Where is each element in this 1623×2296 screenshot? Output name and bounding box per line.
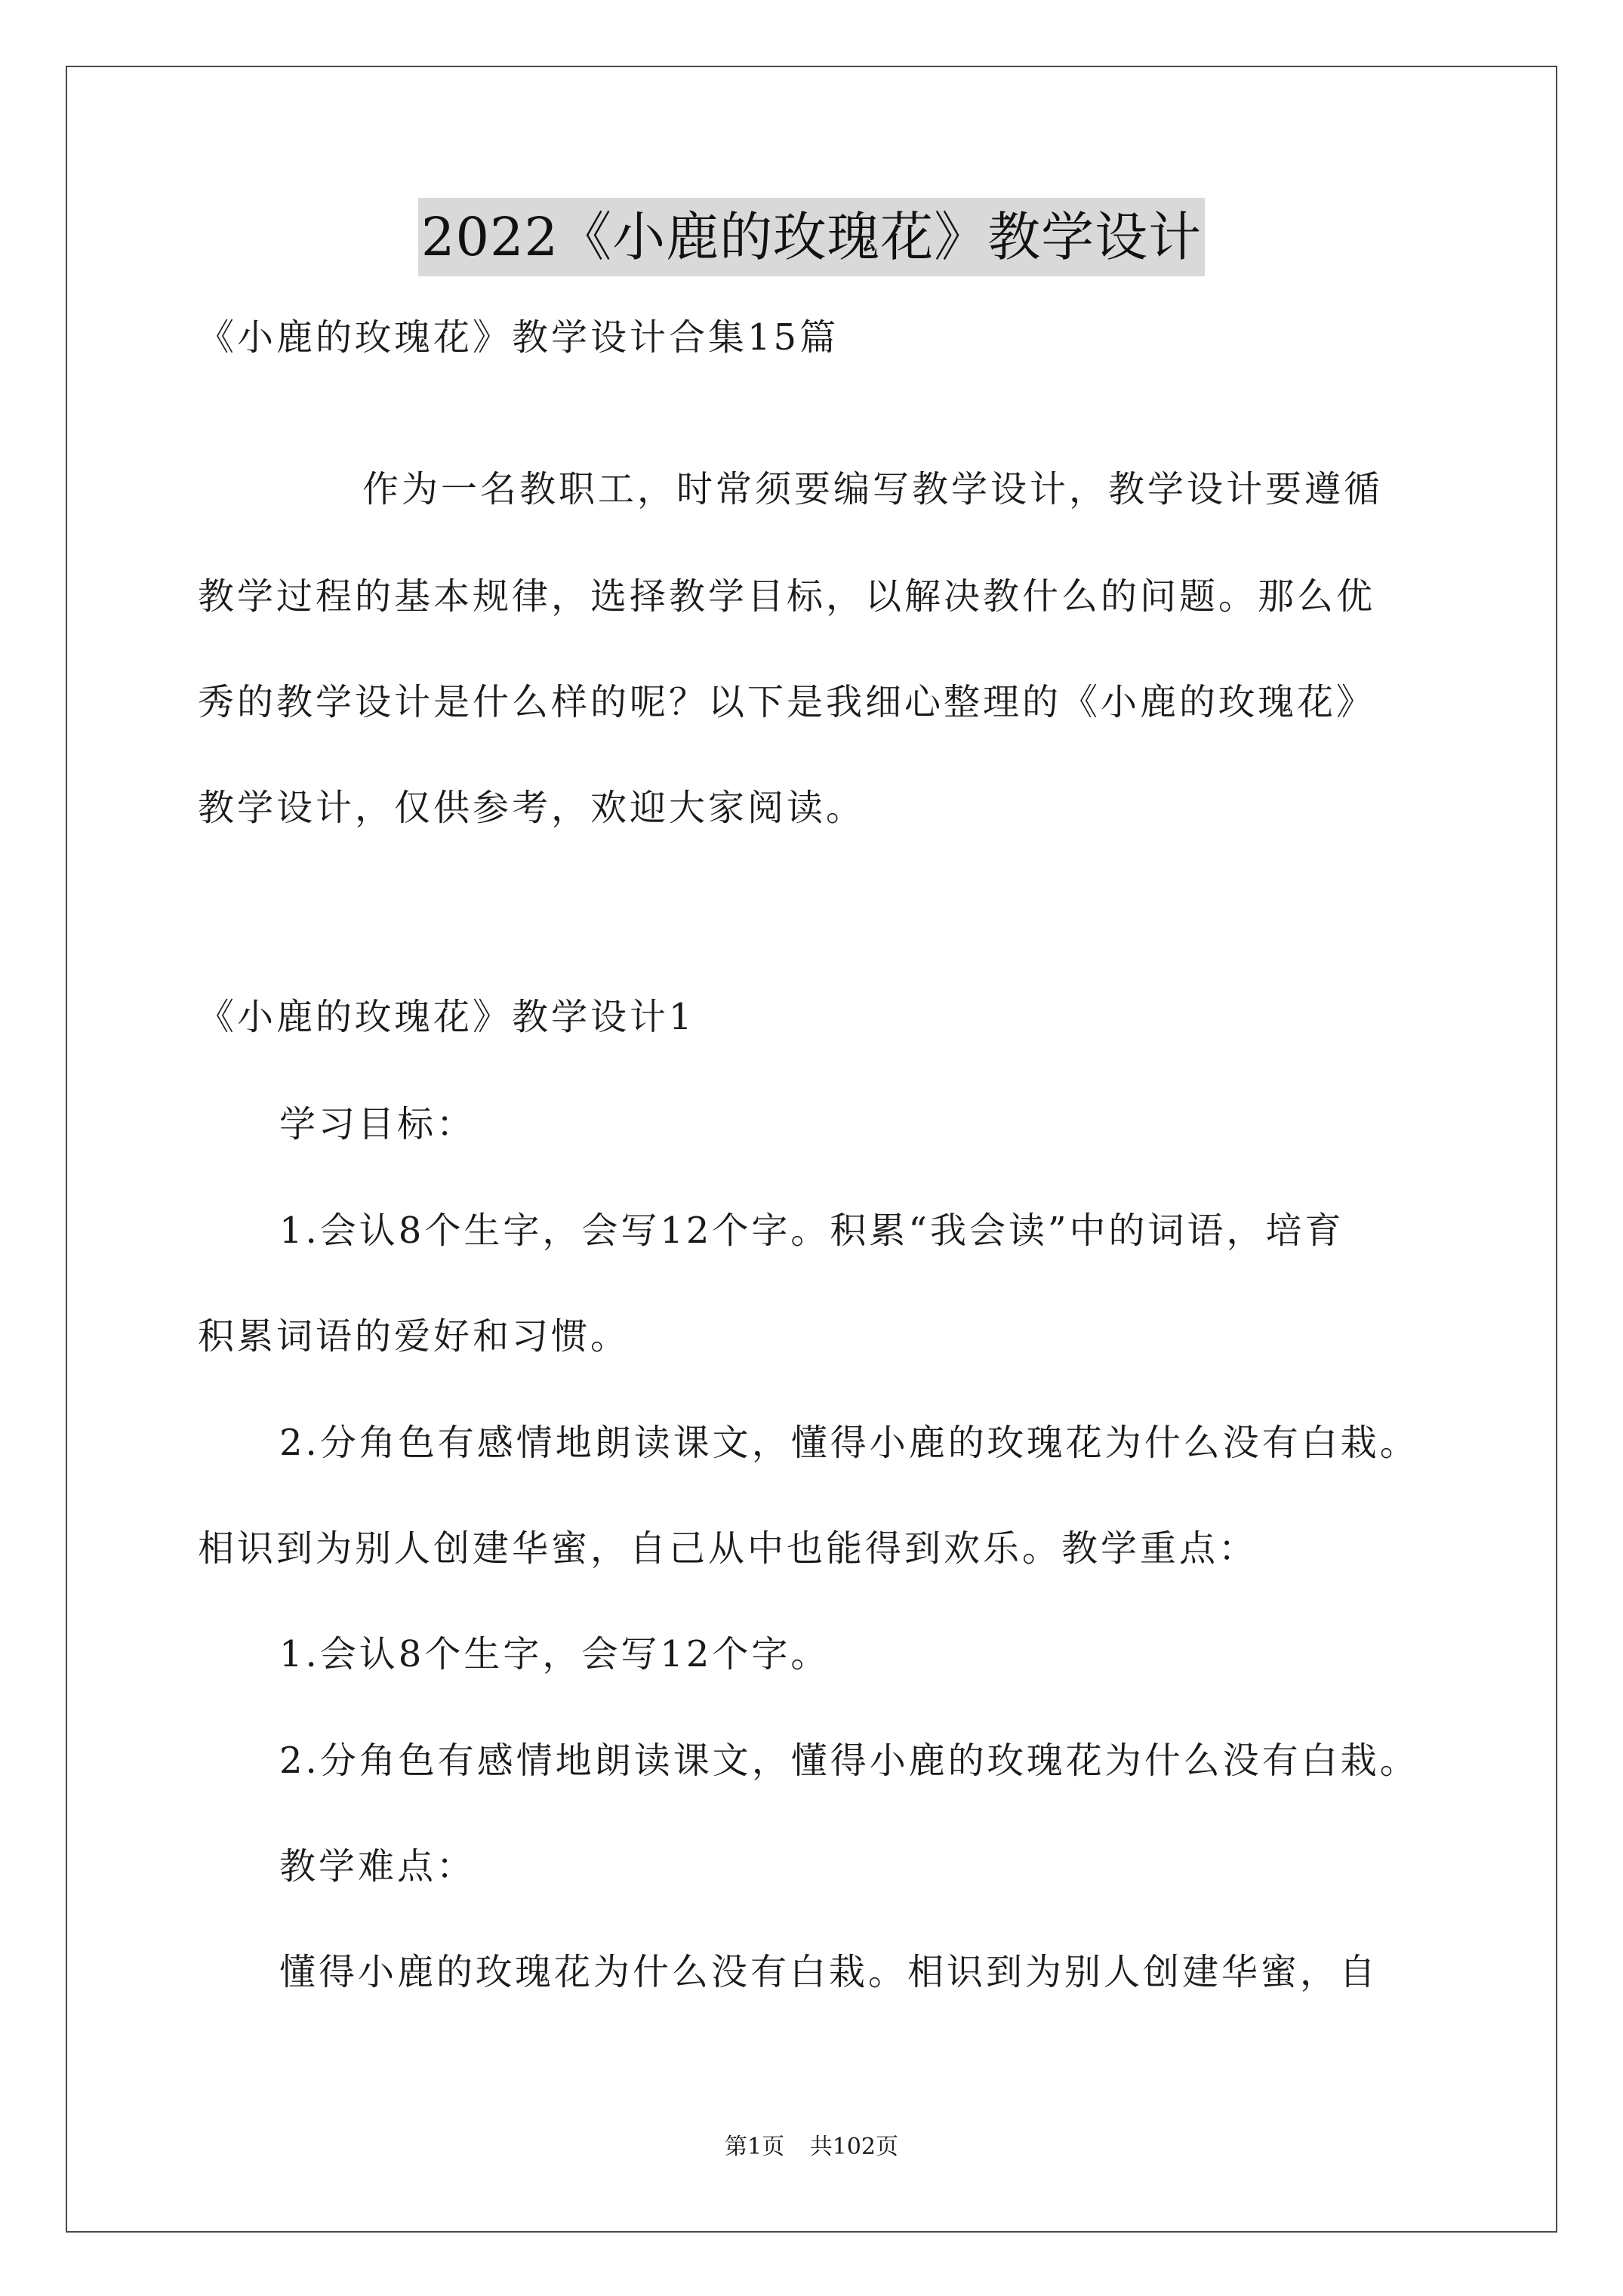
goal-2-line-2: 相识到为别人创建华蜜，自己从中也能得到欢乐。教学重点： — [198, 1527, 1258, 1570]
goal-2-line-1: 2.分角色有感情地朗读课文，懂得小鹿的玫瑰花为什么没有白栽。 — [279, 1422, 1419, 1464]
page-footer — [0, 2132, 1623, 2162]
difficulty-line-1: 懂得小鹿的玫瑰花为什么没有白栽。相识到为别人创建华蜜，自 — [279, 1951, 1379, 1993]
learning-goals-label: 学习目标： — [279, 1103, 476, 1145]
goal-1-line-1: 1.会认8个生字，会写12个字。积累“我会读”中的词语，培育 — [279, 1210, 1344, 1252]
intro-line-1: 作为一名教职工，时常须要编写教学设计，教学设计要遵循 — [362, 468, 1384, 510]
intro-line-3: 秀的教学设计是什么样的呢？以下是我细心整理的《小鹿的玫瑰花》 — [198, 681, 1376, 723]
key-point-2: 2.分角色有感情地朗读课文，懂得小鹿的玫瑰花为什么没有白栽。 — [279, 1740, 1419, 1782]
page-border — [66, 66, 1557, 2233]
total-pages: 共102页 — [809, 2134, 898, 2160]
title-container — [0, 198, 1623, 276]
document-title: 2022《小鹿的玫瑰花》教学设计 — [418, 198, 1205, 276]
goal-1-line-2: 积累词语的爱好和习惯。 — [198, 1315, 630, 1358]
intro-line-2: 教学过程的基本规律，选择教学目标，以解决教什么的问题。那么优 — [198, 575, 1376, 618]
key-point-1: 1.会认8个生字，会写12个字。 — [279, 1633, 830, 1675]
intro-line-4: 教学设计，仅供参考，欢迎大家阅读。 — [198, 787, 866, 829]
section-heading-1: 《小鹿的玫瑰花》教学设计1 — [198, 996, 695, 1038]
page-number: 第1页 — [725, 2134, 785, 2160]
difficulty-label: 教学难点： — [279, 1845, 476, 1888]
collection-heading: 《小鹿的玫瑰花》教学设计合集15篇 — [198, 316, 839, 359]
